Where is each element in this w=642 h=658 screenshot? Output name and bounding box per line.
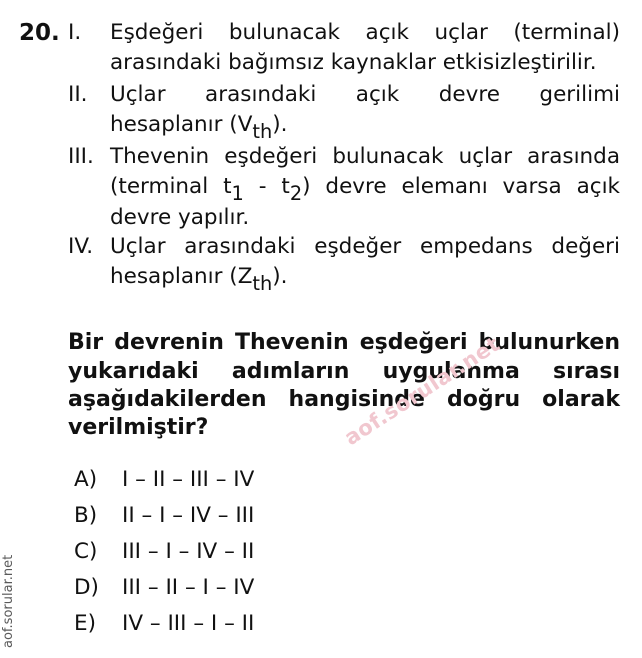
- option-c[interactable]: [74, 537, 254, 567]
- statement-3-line-1: [68, 142, 620, 172]
- option-c-letter: C): [74, 539, 98, 564]
- statement-4-numeral: IV.: [68, 234, 94, 259]
- option-a-text: I – II – III – IV: [122, 467, 255, 492]
- question-stem-line-3: aşağıdakilerden hangisinde doğru olarak: [68, 387, 620, 412]
- statement-3-text-line-3: devre yapılır.: [110, 205, 250, 230]
- statement-2-line-2: [110, 110, 620, 143]
- statement-2-text-post: ).: [272, 112, 288, 137]
- option-b-letter: B): [74, 503, 98, 528]
- statement-4-line-2: [110, 262, 620, 295]
- statement-3-line-2: [110, 172, 620, 205]
- statement-3-text-b: - t: [243, 174, 290, 199]
- center-watermark: aof.sorular.net: [340, 331, 505, 451]
- option-e-text: IV – III – I – II: [122, 611, 255, 636]
- statement-1-line-1: [68, 18, 620, 48]
- option-c-text: III – I – IV – II: [122, 539, 255, 564]
- option-b[interactable]: [74, 501, 254, 531]
- zth-subscript: th: [252, 271, 273, 295]
- statement-1-line-2: [110, 48, 620, 78]
- option-a-letter: A): [74, 467, 98, 492]
- statement-2-text-pre: hesaplanır (V: [110, 112, 253, 137]
- statement-3-line-2-content: [110, 174, 620, 205]
- statement-1-numeral: I.: [68, 20, 82, 45]
- statement-1-text-line-1: Eşdeğeri bulunacak açık uçlar (terminal): [110, 20, 620, 45]
- statement-1-text-line-2: arasındaki bağımsız kaynaklar etkisizleştirilir.: [110, 50, 597, 75]
- question-stem-line-2: yukarıdaki adımların uygulanma sırası: [68, 359, 620, 384]
- vth-subscript: th: [252, 119, 273, 143]
- t2-subscript: 2: [289, 181, 303, 205]
- option-e-letter: E): [74, 611, 96, 636]
- option-b-text: II – I – IV – III: [122, 503, 255, 528]
- statement-2-line-1: [68, 80, 620, 110]
- question-stem-line-1: Bir devrenin Thevenin eşdeğeri bulunurken: [68, 330, 620, 355]
- statement-3-line-3: [110, 203, 620, 233]
- option-e[interactable]: [74, 609, 254, 639]
- statement-4-text-post: ).: [272, 264, 288, 289]
- statement-3-text-line-1: Thevenin eşdeğeri bulunacak uçlar arasında: [110, 144, 620, 169]
- statement-3-numeral: III.: [68, 144, 94, 169]
- statement-2-text-line-1: Uçlar arasındaki açık devre gerilimi: [110, 82, 620, 107]
- statement-2-numeral: II.: [68, 82, 88, 107]
- statement-4-text-line-1: Uçlar arasındaki eşdeğer empedans değeri: [110, 234, 620, 259]
- question-stem-line-4: verilmiştir?: [68, 415, 209, 440]
- option-d-text: III – II – I – IV: [122, 575, 255, 600]
- option-d[interactable]: [74, 573, 254, 603]
- t1-subscript: 1: [231, 181, 244, 205]
- statement-3-text-a: (terminal t: [110, 174, 232, 199]
- question-number: 20.: [19, 20, 60, 46]
- side-watermark: aof.sorular.net: [1, 554, 16, 648]
- option-a[interactable]: [74, 465, 254, 495]
- statement-4-text-pre: hesaplanır (Z: [110, 264, 253, 289]
- option-d-letter: D): [74, 575, 99, 600]
- statement-4-line-1: [68, 232, 620, 262]
- statement-3-text-c: ) devre elemanı varsa açık: [302, 174, 620, 199]
